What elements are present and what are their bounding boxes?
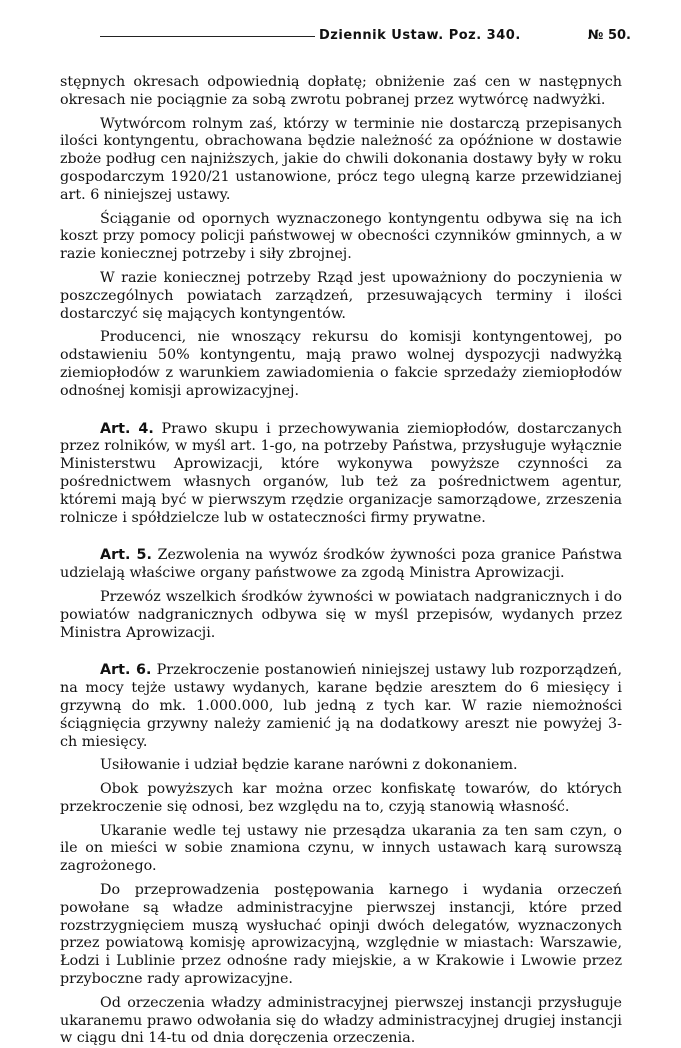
- article-5: [60, 547, 622, 583]
- paragraph-government-powers: W razie koniecznej potrzeby Rząd jest upoważniony do poczynienia w poszczególnych powiatach zarządzeń, przesuwających terminy i ilości dostarczyć się mających kontyngentów.: [60, 269, 622, 322]
- article-6-text: Przekroczenie postanowień niniejszej ustawy lub rozporządzeń, na mocy tejże ustawy wydanych, karane będzie aresztem do 6 miesięcy i grzywną do mk. 1.000.000, lub jedną z tych kar. W razie niemożności ściągnięcia grzywny należy zamienić ją na dodatkowy areszt nie powyżej 3-ch miesięcy.: [60, 662, 622, 750]
- paragraph-confiscation: Obok powyższych kar można orzec konfiskatę towarów, do których przekroczenie się odnosi, bez względu na to, czyją stanowią własność.: [60, 781, 622, 815]
- article-4: [60, 421, 622, 528]
- paragraph-appeal: Od orzeczenia władzy administracyjnej pierwszej instancji przysługuje ukaranemu prawo odwołania się do władzy administracyjnej drugiej instancji w ciągu dni 14-tu od dnia doręczenia orzeczenia.: [60, 994, 622, 1047]
- article-6: [60, 662, 622, 751]
- paragraph-procedure: Do przeprowadzenia postępowania karnego i wydania orzeczeń powołane są władze administracyjne pierwszej instancji, które przed rozstrzygnięciem muszą wysłuchać opinji dwóch delegatów, wyznaczonych przez powiatową komisję aprowizacyjną, względnie w miastach: Warszawie, Łodzi i Lublinie przez odnośne rady miejskie, a w Krakowie i Lwowie przez przyboczne rady aprowizacyjne.: [60, 882, 622, 988]
- issue-number: № 50.: [587, 28, 631, 43]
- paragraph-enforcement: Ściąganie od opornych wyznaczonego kontyngentu odbywa się na ich koszt przy pomocy policji państwowej w obecności czynników gminnych, a w razie koniecznej potrzeby i siły zbrojnej.: [60, 210, 622, 263]
- paragraph-penalty-relation: Ukaranie wedle tej ustawy nie przesądza ukarania za ten sam czyn, o ile on mieści w sobie znamiona czynu, w innych ustawach karą surowszą zagrożonego.: [60, 822, 622, 875]
- article-4-text: Prawo skupu i przechowywania ziemiopłodów, dostarczanych przez rolników, w myśl art. 1-go, na potrzeby Państwa, przysługuje wyłącznie Ministerstwu Aprowizacji, które wykonywa powyższe czynności za pośrednictwem własnych organów, lub też za pośrednictwem agentur, któremi mają być w pierwszym rzędzie organizacje samorządowe, zrzeszenia rolnicze i spółdzielcze lub w ostateczności firmy prywatne.: [60, 420, 623, 526]
- article-4-label: Art. 4.: [100, 420, 154, 437]
- paragraph-continuation: stępnych okresach odpowiednią dopłatę; obniżenie zaś cen w następnych okresach nie pociągnie za sobą zwrotu pobranej przez wytwórcę nadwyżki.: [60, 74, 622, 108]
- article-6-label: Art. 6.: [100, 662, 152, 679]
- paragraph-attempt: Usiłowanie i udział będzie karane narówni z dokonaniem.: [100, 757, 518, 774]
- document-body: [60, 74, 622, 1048]
- journal-title: Dziennik Ustaw. Poz. 340.: [315, 28, 525, 43]
- paragraph-border-transport: Przewóz wszelkich środków żywności w powiatach nadgranicznych i do powiatów nadgranicznych odbywa się w myśl przepisów, wydanych przez Ministra Aprowizacji.: [60, 588, 622, 641]
- article-5-text: Zezwolenia na wywóz środków żywności poza granice Państwa udzielają właściwe organy państwowe za zgodą Ministra Aprowizacji.: [60, 547, 622, 582]
- paragraph-producers: Producenci, nie wnoszący rekursu do komisji kontyngentowej, po odstawieniu 50% kontyngentu, mają prawo wolnej dyspozycji nadwyżką ziemiopłodów z warunkiem zawiadomienia o fakcie sprzedaży ziemiopłodów odnośnej komisji aprowizacyjnej.: [60, 329, 622, 399]
- paragraph-late-delivery: Wytwórcom rolnym zaś, którzy w terminie nie dostarczą przepisanych ilości kontyngentu, obrachowana będzie należność za opóźnione w dostawie zboże podług cen najniższych, jakie do chwili dokonania dostawy były w roku gospodarczym 1920/21 ustanowione, prócz tego ulegną karze przewidzianej art. 6 niniejszej ustawy.: [60, 115, 622, 203]
- page-header: [60, 26, 631, 46]
- article-5-label: Art. 5.: [100, 547, 152, 564]
